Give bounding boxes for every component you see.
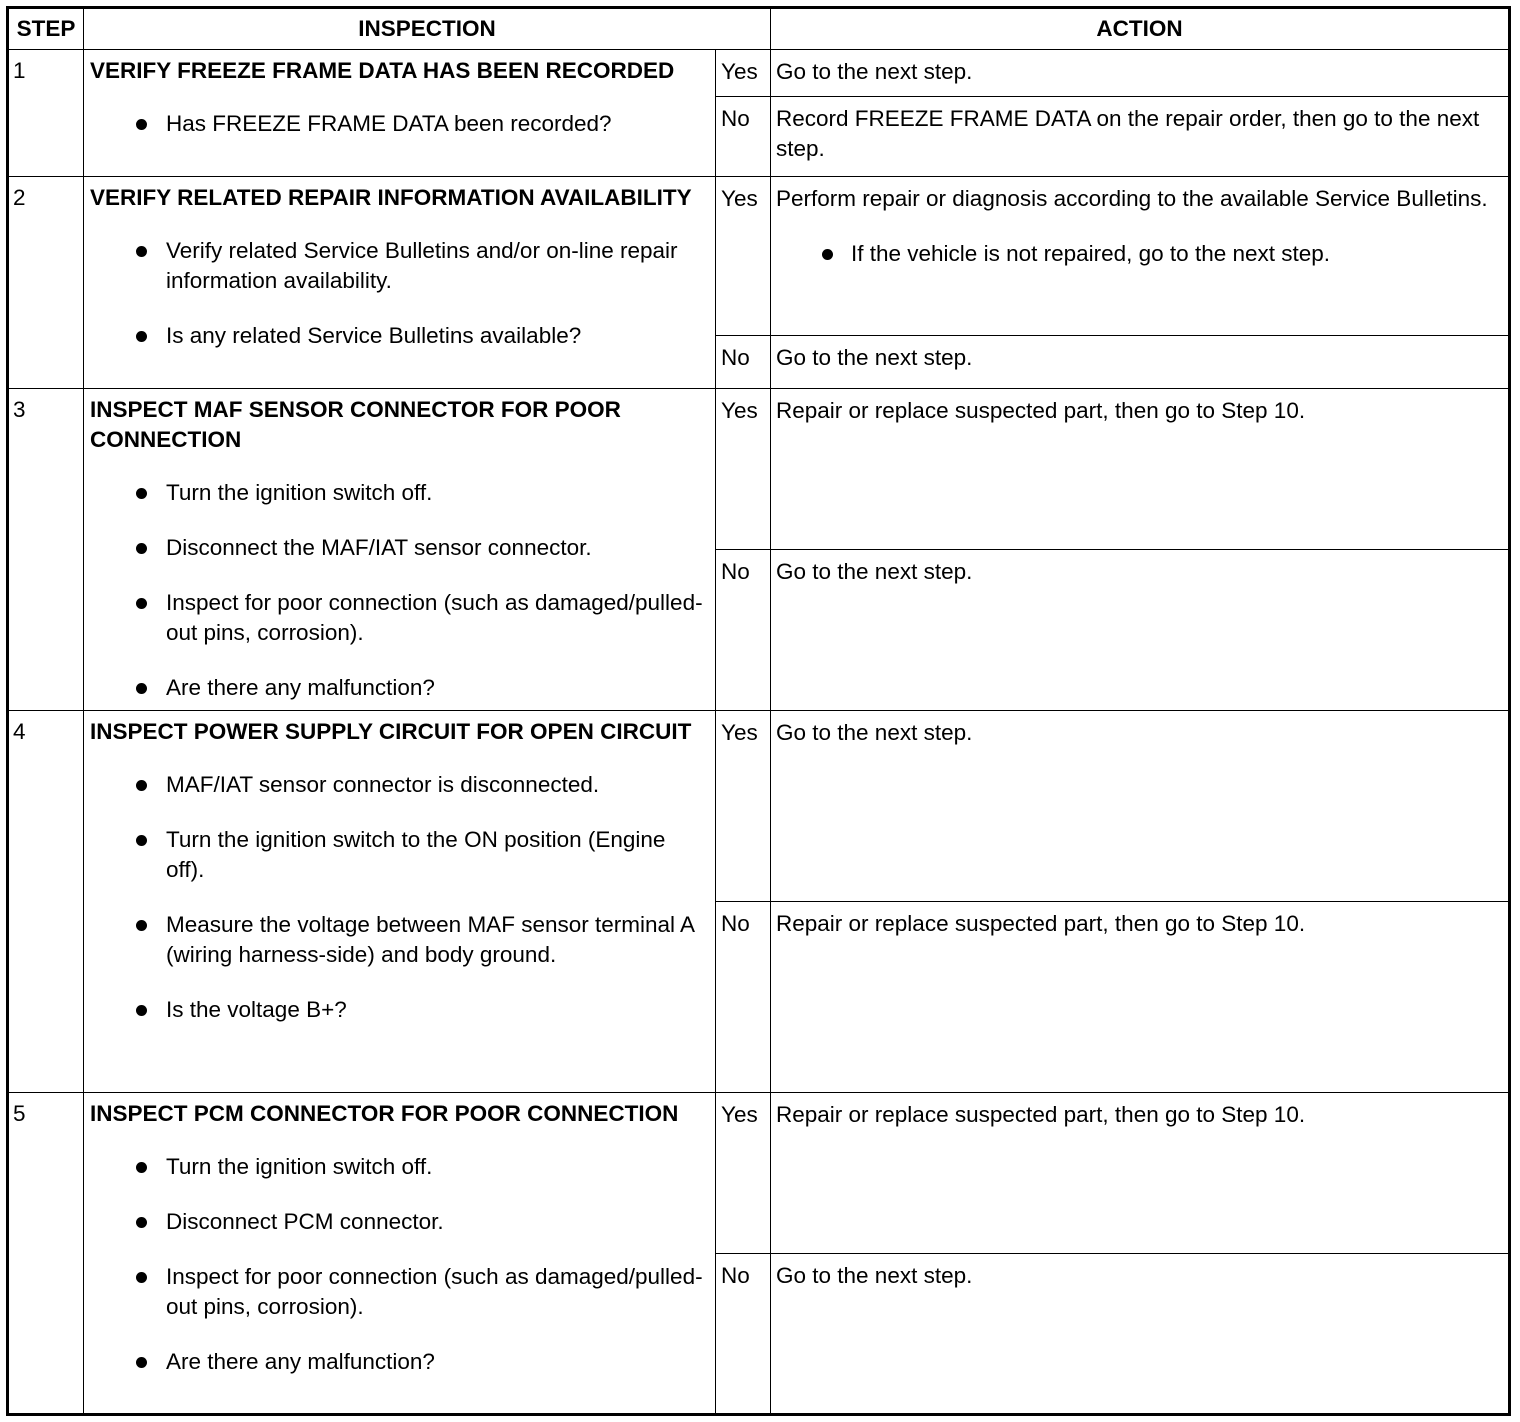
bullet-dot-icon [136,246,147,257]
yes-action: Perform repair or diagnosis according to the available Service Bulletins. If the vehicle is not repaired, go to the next step. [771,177,1510,336]
bullet-dot-icon [136,1272,147,1283]
inspection-bullet: Measure the voltage between MAF sensor terminal A (wiring harness-side) and body ground. [90,910,707,970]
step-4-yes-row [8,711,1510,902]
no-action: Repair or replace suspected part, then go to Step 10. [771,902,1510,1093]
no-label: No [716,550,771,711]
step-2-yes-row [8,177,1510,336]
step-title: INSPECT POWER SUPPLY CIRCUIT FOR OPEN CIRCUIT [90,719,692,744]
step-number: 3 [8,389,84,711]
step-inspection [84,711,716,1093]
inspection-bullet: Turn the ignition switch off. [90,1152,707,1182]
yes-label: Yes [716,711,771,902]
bullet-dot-icon [136,1357,147,1368]
header-inspection: INSPECTION [84,8,771,50]
bullet-dot-icon [136,1217,147,1228]
inspection-bullet: Disconnect the MAF/IAT sensor connector. [90,533,707,563]
yes-action: Repair or replace suspected part, then go to Step 10. [771,389,1510,550]
yes-action: Repair or replace suspected part, then go to Step 10. [771,1093,1510,1254]
step-title: VERIFY RELATED REPAIR INFORMATION AVAILABILITY [90,185,692,210]
step-inspection [84,50,716,177]
header-step: STEP [8,8,84,50]
inspection-bullet: Disconnect PCM connector. [90,1207,707,1237]
step-title: INSPECT MAF SENSOR CONNECTOR FOR POOR CONNECTION [90,397,621,452]
no-label: No [716,902,771,1093]
inspection-bullet: Is the voltage B+? [90,995,707,1025]
diagnostic-table [6,6,1511,1416]
bullet-dot-icon [136,543,147,554]
no-label: No [716,1254,771,1415]
bullet-dot-icon [136,920,147,931]
bullet-dot-icon [136,683,147,694]
bullet-dot-icon [136,488,147,499]
bullet-dot-icon [136,1005,147,1016]
yes-label: Yes [716,389,771,550]
inspection-bullet: Turn the ignition switch off. [90,478,707,508]
inspection-bullet: Is any related Service Bulletins available? [90,321,707,351]
no-label: No [716,336,771,389]
step-5-yes-row [8,1093,1510,1254]
step-inspection [84,177,716,389]
bullet-dot-icon [136,331,147,342]
no-label: No [716,97,771,177]
step-title: INSPECT PCM CONNECTOR FOR POOR CONNECTION [90,1101,679,1126]
inspection-bullet: Are there any malfunction? [90,673,707,703]
yes-label: Yes [716,50,771,97]
inspection-bullet: Are there any malfunction? [90,1347,707,1377]
bullet-dot-icon [136,1162,147,1173]
bullet-dot-icon [136,119,147,130]
inspection-bullet: Has FREEZE FRAME DATA been recorded? [90,109,707,139]
inspection-bullet: Inspect for poor connection (such as damaged/pulled-out pins, corrosion). [90,588,707,648]
no-action: Go to the next step. [771,336,1510,389]
step-number: 1 [8,50,84,177]
yes-action: Go to the next step. [771,50,1510,97]
yes-action: Go to the next step. [771,711,1510,902]
inspection-bullet: Turn the ignition switch to the ON position (Engine off). [90,825,707,885]
bullet-dot-icon [822,249,833,260]
no-action: Go to the next step. [771,550,1510,711]
step-title: VERIFY FREEZE FRAME DATA HAS BEEN RECORDED [90,58,675,83]
inspection-bullet: Verify related Service Bulletins and/or on-line repair information availability. [90,236,707,296]
yes-label: Yes [716,1093,771,1254]
bullet-dot-icon [136,598,147,609]
step-inspection [84,389,716,711]
inspection-bullet: Inspect for poor connection (such as damaged/pulled-out pins, corrosion). [90,1262,707,1322]
bullet-dot-icon [136,780,147,791]
step-number: 4 [8,711,84,1093]
step-1-yes-row [8,50,1510,97]
no-action: Record FREEZE FRAME DATA on the repair order, then go to the next step. [771,97,1510,177]
bullet-dot-icon [136,835,147,846]
action-sub-bullet: If the vehicle is not repaired, go to the next step. [776,239,1498,269]
no-action: Go to the next step. [771,1254,1510,1415]
yes-label: Yes [716,177,771,336]
inspection-bullet: MAF/IAT sensor connector is disconnected. [90,770,707,800]
step-number: 5 [8,1093,84,1415]
step-3-yes-row [8,389,1510,550]
step-inspection [84,1093,716,1415]
header-row [8,8,1510,50]
step-number: 2 [8,177,84,389]
header-action: ACTION [771,8,1510,50]
